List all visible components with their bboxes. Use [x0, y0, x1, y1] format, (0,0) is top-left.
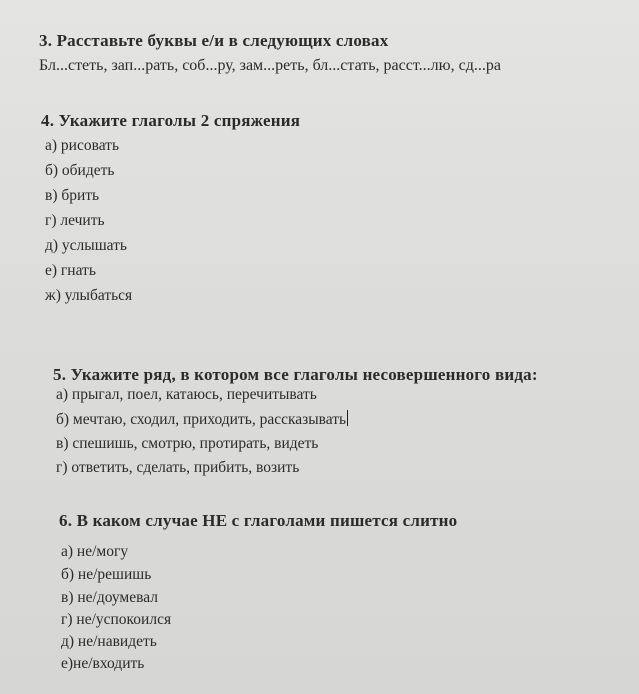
question-4-option-f: е) гнать: [45, 262, 96, 279]
question-6-option-b: б) не/решишь: [61, 566, 152, 583]
question-6-option-f: е)не/входить: [61, 655, 145, 672]
question-4-option-e: д) услышать: [45, 237, 127, 254]
question-5-option-a: а) прыгал, поел, катаюсь, перечитывать: [56, 386, 317, 403]
question-6-title: 6. В каком случае НЕ с глаголами пишется слитно: [59, 511, 458, 530]
question-4-option-d: г) лечить: [45, 212, 105, 229]
question-4-option-g: ж) улыбаться: [45, 287, 133, 304]
question-6-option-e: д) не/навидеть: [61, 633, 157, 650]
question-3-words: Бл...стеть, зап...рать, соб...ру, зам...реть, бл...стать, расст...лю, сд...ра: [39, 57, 501, 74]
question-5-title: 5. Укажите ряд, в котором все глаголы несовершенного вида:: [53, 365, 538, 384]
question-5-option-b-text: б) мечтаю, сходил, приходить, рассказывать: [56, 411, 347, 428]
question-6-option-a: а) не/могу: [61, 543, 129, 560]
question-5-option-d: г) ответить, сделать, прибить, возить: [56, 459, 300, 476]
question-4-option-a: а) рисовать: [45, 137, 120, 154]
question-6-option-c: в) не/доумевал: [61, 589, 158, 606]
question-5-option-c: в) спешишь, смотрю, протирать, видеть: [56, 435, 319, 452]
question-5-option-b: [56, 410, 348, 429]
question-6-option-d: г) не/успокоился: [61, 611, 172, 628]
text-cursor: [347, 410, 348, 426]
question-4-title: 4. Укажите глаголы 2 спряжения: [41, 111, 301, 130]
question-4-option-b: б) обидеть: [45, 162, 115, 179]
question-3-title: 3. Расставьте буквы е/и в следующих словах: [39, 31, 389, 50]
question-4-option-c: в) брить: [45, 187, 100, 204]
